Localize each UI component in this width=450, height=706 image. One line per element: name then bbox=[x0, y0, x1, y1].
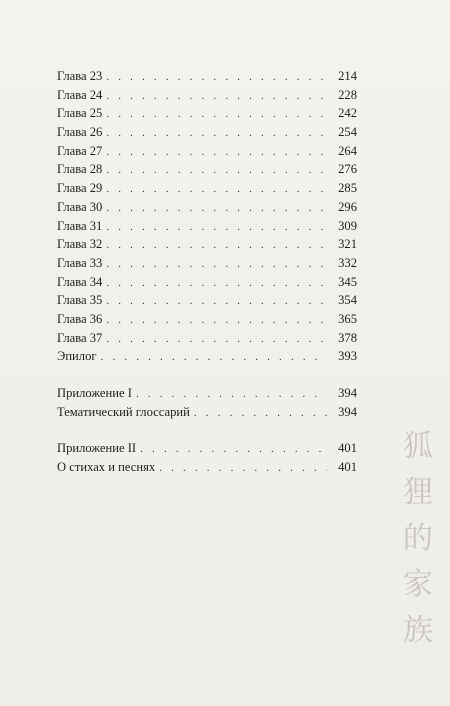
vertical-title bbox=[398, 424, 438, 654]
toc-leader-dots bbox=[106, 236, 327, 255]
toc-entry bbox=[57, 329, 357, 348]
toc-entry-page-number: 321 bbox=[338, 237, 357, 252]
toc-entry-page-number: 354 bbox=[338, 293, 357, 308]
toc-entry bbox=[57, 104, 357, 123]
toc-entry-label: Тематический глоссарий bbox=[57, 404, 190, 419]
toc-entry-label: Глава 23 bbox=[57, 69, 103, 83]
toc-leader-dots bbox=[106, 161, 327, 180]
toc-entry-page-number: 264 bbox=[338, 143, 357, 158]
toc-entry-label: Глава 26 bbox=[57, 125, 103, 140]
toc-entry-label: Глава 27 bbox=[57, 143, 103, 158]
toc-entry-label: Глава 35 bbox=[57, 293, 103, 308]
toc-leader-dots bbox=[106, 255, 327, 274]
toc-group bbox=[57, 67, 357, 366]
toc-entry-label: Глава 30 bbox=[57, 199, 103, 214]
toc-leader-dots bbox=[140, 440, 327, 459]
toc-entry-label: Глава 32 bbox=[57, 237, 103, 252]
toc-entry-page-number: 285 bbox=[338, 181, 357, 196]
toc-entry-label: Эпилог bbox=[57, 349, 97, 364]
toc-entry-label: Глава 31 bbox=[57, 218, 103, 233]
toc-entry bbox=[57, 347, 357, 366]
toc-leader-dots bbox=[106, 292, 327, 311]
toc-entry-label: Глава 37 bbox=[57, 330, 103, 345]
toc-entry bbox=[57, 273, 357, 292]
toc-entry-page-number: 276 bbox=[338, 162, 357, 177]
toc-entry-label: Глава 33 bbox=[57, 255, 103, 270]
toc-entry-page-number: 401 bbox=[338, 441, 357, 456]
toc-entry-page-number: 214 bbox=[338, 69, 357, 83]
toc-entry-page-number: 365 bbox=[338, 311, 357, 326]
toc-entry-page-number: 309 bbox=[338, 218, 357, 233]
toc-entry-label: Глава 24 bbox=[57, 87, 103, 102]
toc-entry bbox=[57, 403, 357, 422]
toc-entry-page-number: 228 bbox=[338, 87, 357, 102]
toc-leader-dots bbox=[106, 311, 327, 330]
vertical-title-char: 的 bbox=[403, 521, 433, 556]
toc-leader-dots bbox=[106, 330, 327, 349]
toc-entry-page-number: 401 bbox=[338, 460, 357, 475]
toc-entry bbox=[57, 291, 357, 310]
toc-leader-dots bbox=[136, 385, 327, 404]
toc-entry-page-number: 394 bbox=[338, 386, 357, 400]
vertical-title-char: 家 bbox=[403, 567, 433, 602]
toc-entry-label: Глава 36 bbox=[57, 311, 103, 326]
toc-leader-dots bbox=[106, 218, 327, 237]
toc-leader-dots bbox=[106, 124, 327, 143]
toc-entry bbox=[57, 86, 357, 105]
toc-entry bbox=[57, 198, 357, 217]
vertical-title-char: 狐 bbox=[403, 429, 433, 464]
toc-entry-label: Глава 28 bbox=[57, 162, 103, 177]
table-of-contents bbox=[57, 67, 357, 477]
toc-entry bbox=[57, 67, 357, 86]
toc-entry-page-number: 393 bbox=[338, 349, 357, 364]
toc-entry-label: Глава 29 bbox=[57, 181, 103, 196]
toc-leader-dots bbox=[106, 180, 327, 199]
toc-entry-page-number: 394 bbox=[338, 404, 357, 419]
toc-entry-page-number: 254 bbox=[338, 125, 357, 140]
toc-leader-dots bbox=[106, 68, 327, 87]
toc-entry-label: О стихах и песнях bbox=[57, 460, 156, 475]
toc-group bbox=[57, 439, 357, 476]
toc-leader-dots bbox=[106, 87, 327, 106]
toc-entry-label: Приложение II bbox=[57, 441, 137, 456]
toc-entry-page-number: 296 bbox=[338, 199, 357, 214]
toc-entry bbox=[57, 384, 357, 403]
toc-leader-dots bbox=[101, 348, 327, 367]
toc-leader-dots bbox=[106, 199, 327, 218]
toc-group bbox=[57, 384, 357, 421]
toc-entry bbox=[57, 217, 357, 236]
toc-entry bbox=[57, 123, 357, 142]
toc-entry bbox=[57, 310, 357, 329]
toc-entry-label: Приложение I bbox=[57, 386, 132, 400]
toc-entry bbox=[57, 160, 357, 179]
toc-entry bbox=[57, 458, 357, 477]
toc-entry-page-number: 332 bbox=[338, 255, 357, 270]
toc-entry-label: Глава 34 bbox=[57, 274, 103, 289]
toc-leader-dots bbox=[106, 274, 327, 293]
vertical-title-char: 族 bbox=[403, 613, 433, 648]
toc-entry bbox=[57, 142, 357, 161]
toc-entry-page-number: 242 bbox=[338, 106, 357, 121]
toc-entry-page-number: 378 bbox=[338, 330, 357, 345]
vertical-title-char: 狸 bbox=[403, 475, 433, 510]
toc-leader-dots bbox=[106, 105, 327, 124]
toc-entry bbox=[57, 254, 357, 273]
toc-leader-dots bbox=[106, 143, 327, 162]
toc-entry-page-number: 345 bbox=[338, 274, 357, 289]
toc-leader-dots bbox=[159, 459, 327, 478]
toc-entry bbox=[57, 179, 357, 198]
toc-entry bbox=[57, 439, 357, 458]
toc-entry-label: Глава 25 bbox=[57, 106, 103, 121]
toc-entry bbox=[57, 235, 357, 254]
toc-leader-dots bbox=[194, 404, 327, 423]
